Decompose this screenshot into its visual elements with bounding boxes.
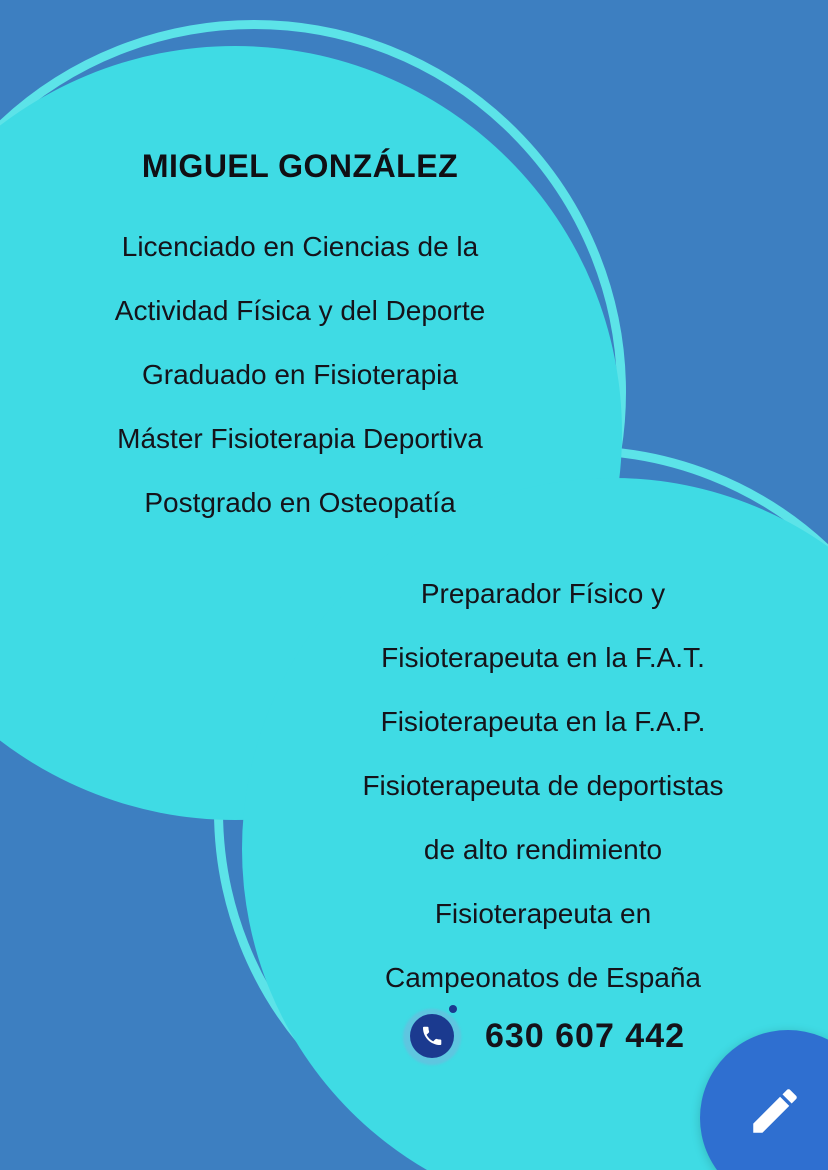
phone-icon-disc: [410, 1014, 454, 1058]
edit-pencil-icon: [746, 1082, 804, 1145]
credential-line: Actividad Física y del Deporte: [114, 295, 486, 326]
credentials-block: [0, 148, 600, 535]
credential-line: Graduado en Fisioterapia: [142, 359, 458, 390]
phone-icon-dot: [449, 1005, 457, 1013]
phone-icon: [401, 1005, 463, 1067]
experience-line: Fisioterapeuta en la F.A.P.: [380, 706, 706, 737]
page-title: MIGUEL GONZÁLEZ: [141, 148, 459, 184]
credential-line: Postgrado en Osteopatía: [144, 487, 456, 518]
experience-line: Fisioterapeuta de deportistas: [362, 770, 724, 801]
phone-number: 630 607 442: [484, 1016, 686, 1055]
experience-line: Preparador Físico y: [420, 578, 666, 609]
experience-line: de alto rendimiento: [423, 834, 663, 865]
credential-line: Máster Fisioterapia Deportiva: [117, 423, 483, 454]
experience-line: Fisioterapeuta en la F.A.T.: [381, 642, 705, 673]
experience-block: [258, 562, 828, 1010]
credential-line: Licenciado en Ciencias de la: [121, 231, 479, 262]
experience-line: Campeonatos de España: [385, 962, 701, 993]
experience-line: Fisioterapeuta en: [434, 898, 652, 929]
